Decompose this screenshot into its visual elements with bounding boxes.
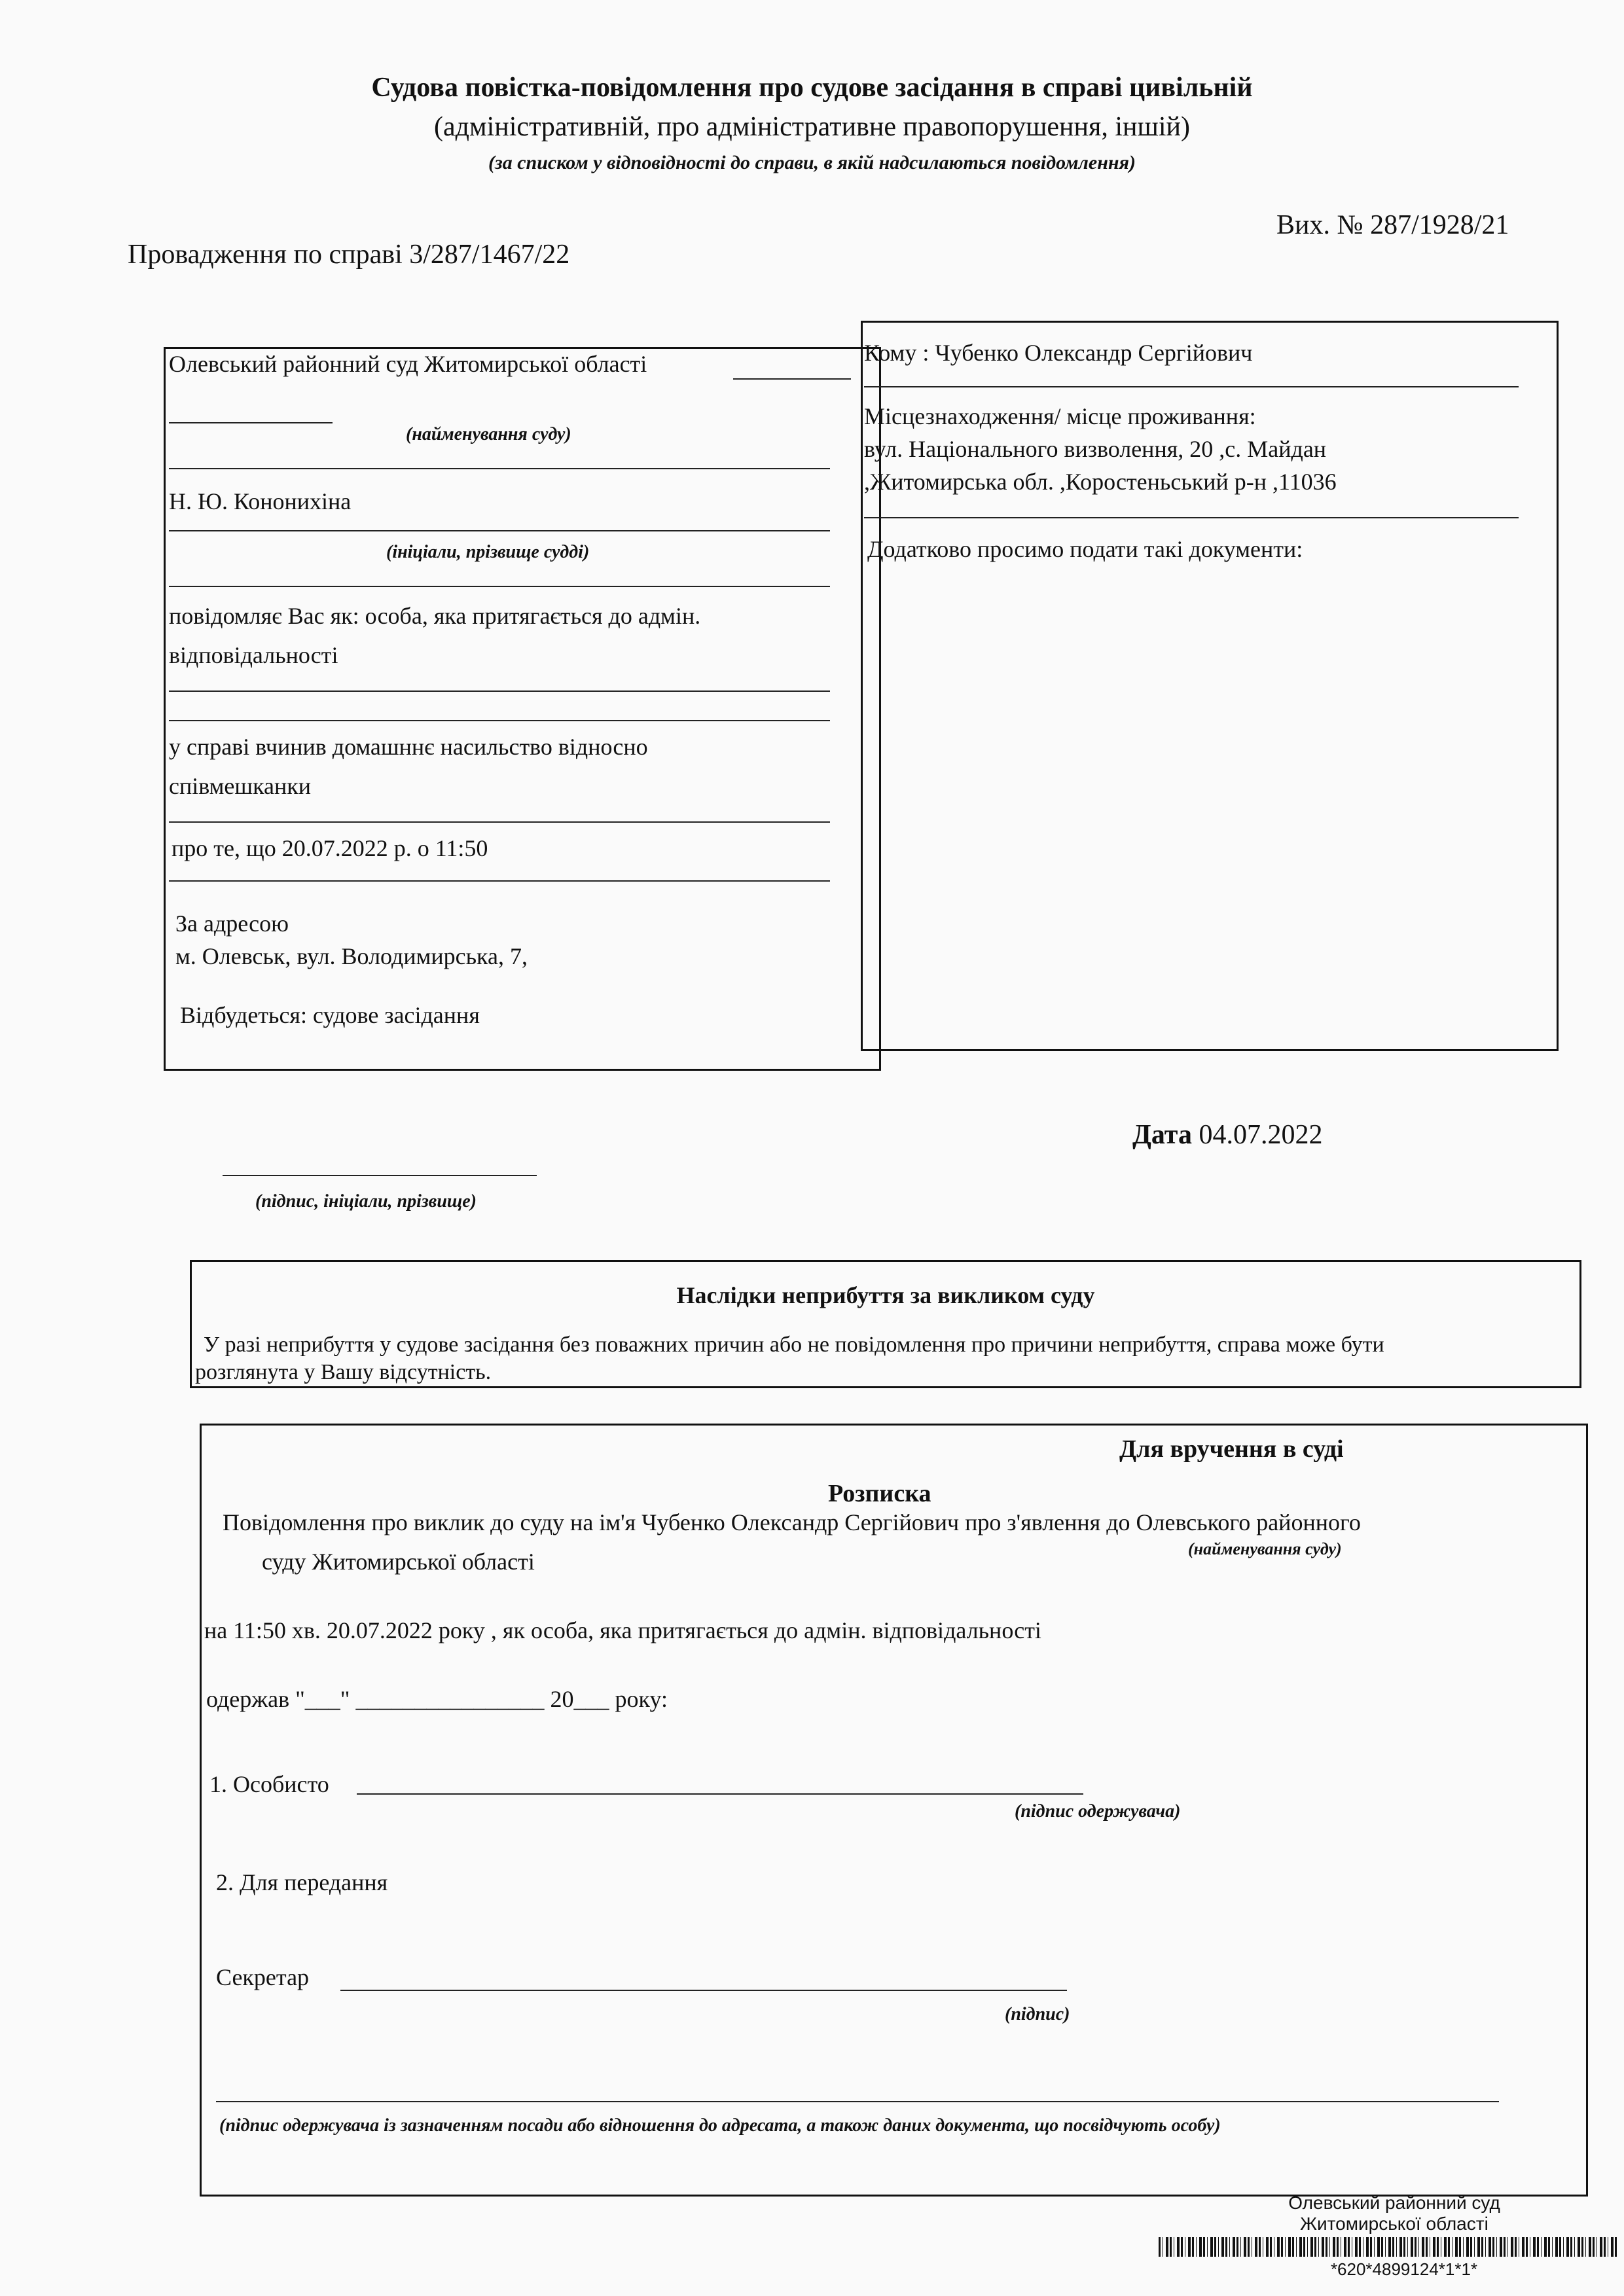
receipt-box — [200, 1424, 1588, 2197]
barcode — [1159, 2237, 1617, 2257]
document-note: (за списком у відповідності до справи, в якій надсилаються повідомлення) — [488, 152, 1136, 173]
hearing-event: Відбудеться: судове засідання — [180, 1002, 480, 1028]
received-line: одержав "___" ________________ 20___ року: — [206, 1686, 668, 1712]
document-subtitle: (адміністративній, про адміністративне правопорушення, іншій) — [434, 112, 1190, 142]
notify-text-cont: відповідальності — [169, 642, 338, 668]
consequences-text-cont: розглянута у Вашу відсутність. — [195, 1360, 492, 1384]
case-number: Провадження по справі 3/287/1467/22 — [128, 240, 570, 270]
date-label: Дата — [1132, 1120, 1192, 1150]
consequences-box — [190, 1260, 1581, 1388]
for-court: Для вручення в суді — [1119, 1435, 1344, 1463]
matter-text-cont: співмешканки — [169, 773, 312, 799]
notify-text: повідомляє Вас як: особа, яка притягається до адмін. — [169, 603, 701, 629]
receipt-hearing: на 11:50 хв. 20.07.2022 року , як особа, яка притягається до адмін. відповідальності — [204, 1617, 1041, 1643]
receipt-text: Повідомлення про виклик до суду на ім'я Чубенко Олександр Сергійович про з'явлення до Олевського районного — [223, 1509, 1361, 1535]
consequences-text: У разі неприбуття у судове засідання без поважних причин або не повідомлення про причини неприбуття, справа може бути — [204, 1333, 1384, 1357]
recipient-details-caption: (підпис одержувача із зазначенням посади або відношення до адресата, а також даних документа, що посвідчують особу) — [219, 2115, 1221, 2136]
stamp-line1: Олевський районний суд — [1288, 2193, 1500, 2213]
residence-line1: вул. Національного визволення, 20 ,с. Майдан — [864, 436, 1327, 462]
court-stamp — [1257, 2193, 1532, 2234]
court-address: м. Олевськ, вул. Володимирська, 7, — [175, 943, 528, 969]
secretary-label: Секретар — [216, 1964, 310, 1990]
document-title: Судова повістка-повідомлення про судове засідання в справі цивільній — [371, 73, 1253, 103]
document-date — [1132, 1119, 1322, 1151]
court-caption: (найменування суду) — [406, 424, 571, 444]
right-panel — [861, 321, 1559, 1051]
stamp-line2: Житомирської області — [1300, 2214, 1489, 2234]
matter-text: у справі вчинив домашннє насильство відносно — [169, 734, 648, 760]
extra-docs: Додатково просимо подати такі документи: — [867, 536, 1303, 562]
hearing-datetime: про те, що 20.07.2022 р. о 11:50 — [171, 835, 488, 861]
barcode-number: *620*4899124*1*1* — [1330, 2259, 1478, 2279]
personally-label: 1. Особисто — [209, 1771, 329, 1797]
judge-name: Н. Ю. Кононихіна — [169, 488, 352, 514]
court-name: Олевський районний суд Житомирської області — [169, 351, 647, 377]
signature-caption: (підпис, ініціали, прізвище) — [255, 1191, 477, 1211]
receipt-title: Розписка — [828, 1480, 931, 1507]
residence-label: Місцезнаходження/ місце проживання: — [864, 403, 1256, 429]
residence-line2: ,Житомирська обл. ,Коростеньський р-н ,11036 — [864, 469, 1337, 495]
consequences-title: Наслідки неприбуття за викликом суду — [676, 1282, 1095, 1308]
judge-caption: (ініціали, прізвище судді) — [386, 542, 590, 562]
recipient-signature-caption: (підпис одержувача) — [1015, 1801, 1181, 1821]
outgoing-number: Вих. № 287/1928/21 — [1276, 210, 1509, 240]
date-value: 04.07.2022 — [1199, 1120, 1323, 1150]
for-transfer-label: 2. Для передання — [216, 1869, 388, 1895]
receipt-text-cont: суду Житомирської області — [262, 1549, 535, 1575]
secretary-signature-caption: (підпис) — [1005, 2004, 1070, 2024]
recipient: Кому : Чубенко Олександр Сергійович — [864, 340, 1253, 366]
address-label: За адресою — [175, 910, 289, 937]
receipt-court-caption: (найменування суду) — [1188, 1539, 1342, 1558]
